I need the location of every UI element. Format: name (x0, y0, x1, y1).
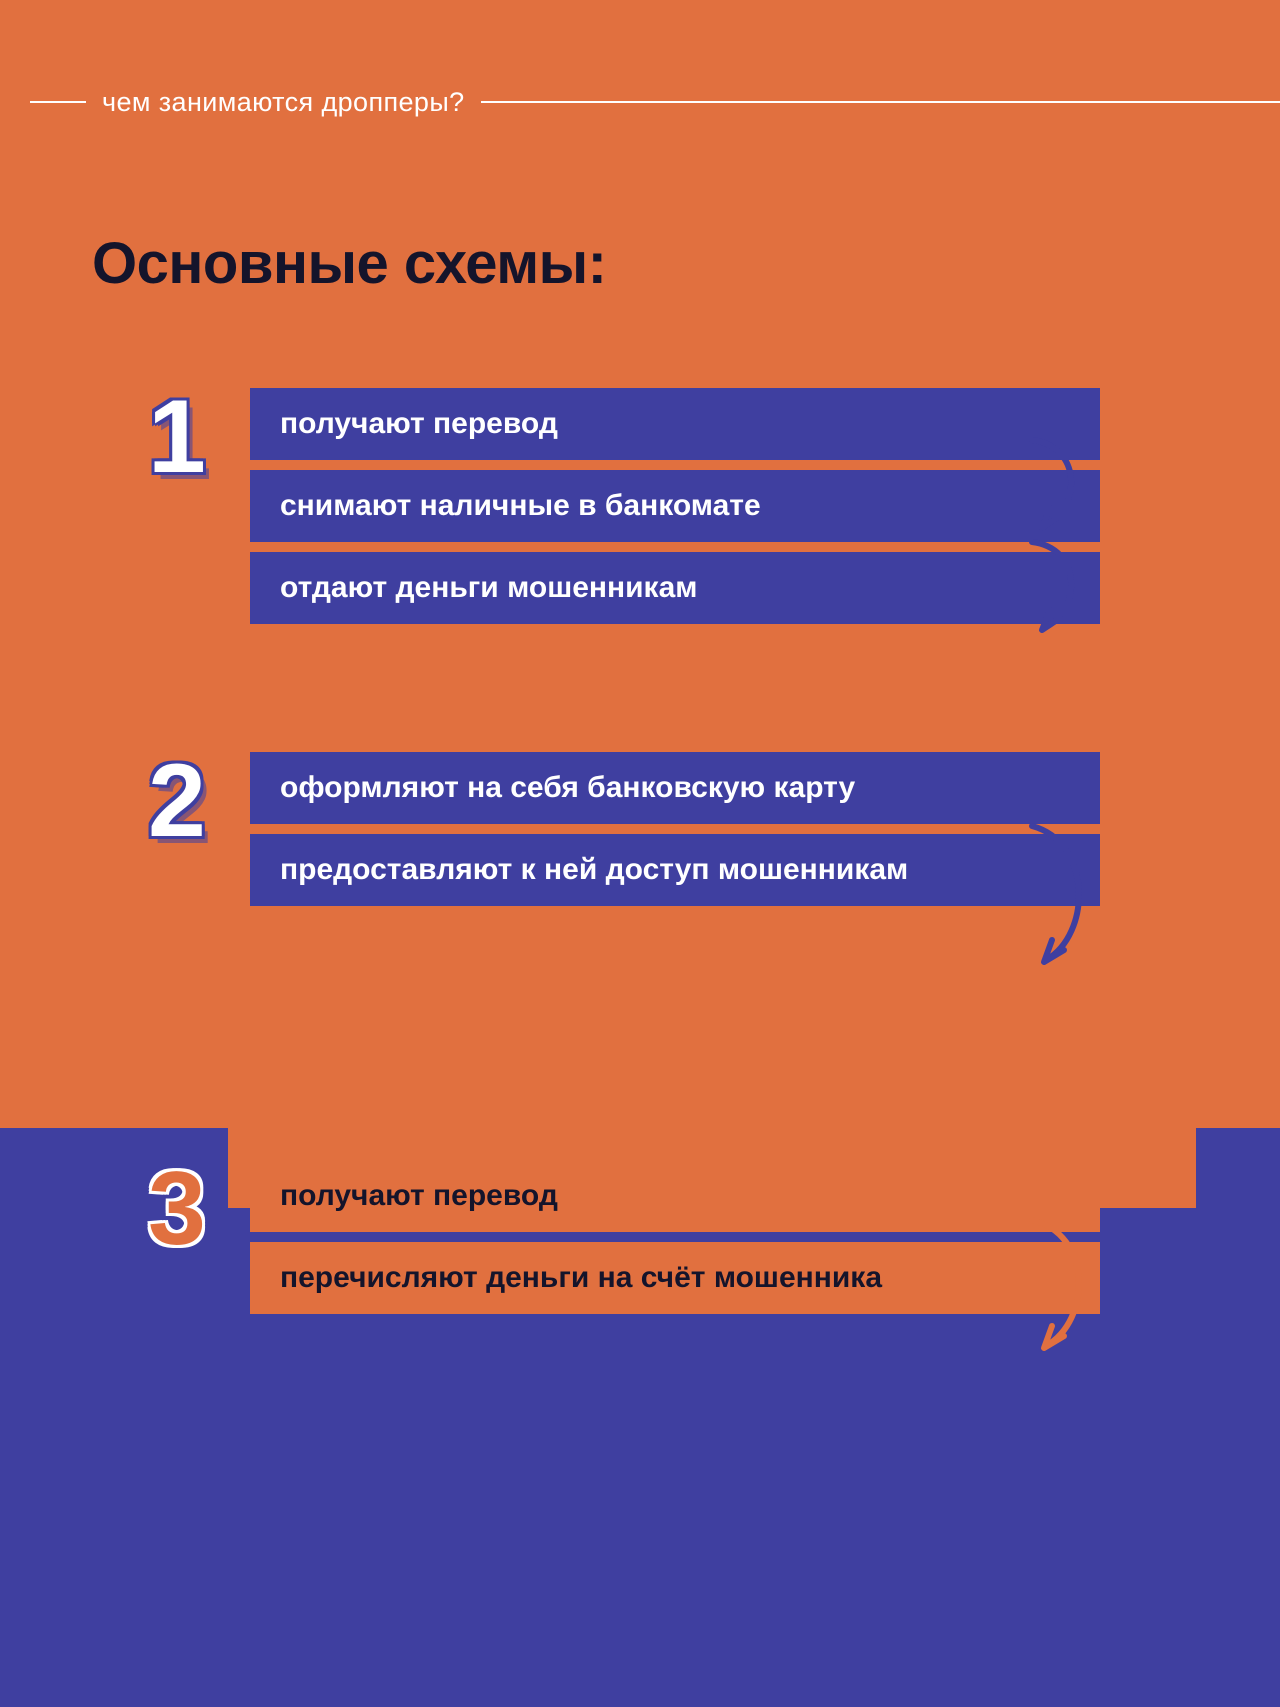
scheme-group-3 (140, 1151, 1100, 1314)
list-item: получают перевод (250, 388, 1100, 460)
list-item: предоставляют к ней доступ мошенникам (250, 834, 1100, 906)
list-item: перечисляют деньги на счёт мошенника (250, 1242, 1100, 1314)
kicker-row (0, 82, 1280, 122)
list-item: отдают деньги мошенникам (250, 552, 1100, 624)
page-title: Основные схемы: (92, 231, 607, 296)
scheme-steps-2 (250, 752, 1100, 906)
kicker-rule-left (30, 101, 86, 103)
scheme-number-3: 3 (148, 1151, 206, 1267)
list-item: получают перевод (250, 1160, 1100, 1232)
list-item: оформляют на себя банковскую карту (250, 752, 1100, 824)
scheme-number-1: 1 (148, 379, 206, 495)
kicker-rule-right (481, 101, 1280, 103)
scheme-group-2 (140, 743, 1100, 906)
list-item: снимают наличные в банкомате (250, 470, 1100, 542)
scheme-steps-1 (250, 388, 1100, 624)
scheme-group-1 (140, 379, 1100, 624)
scheme-number-2: 2 (148, 743, 206, 859)
scheme-steps-3 (250, 1160, 1100, 1314)
kicker-text: чем занимаются дропперы? (102, 86, 465, 117)
